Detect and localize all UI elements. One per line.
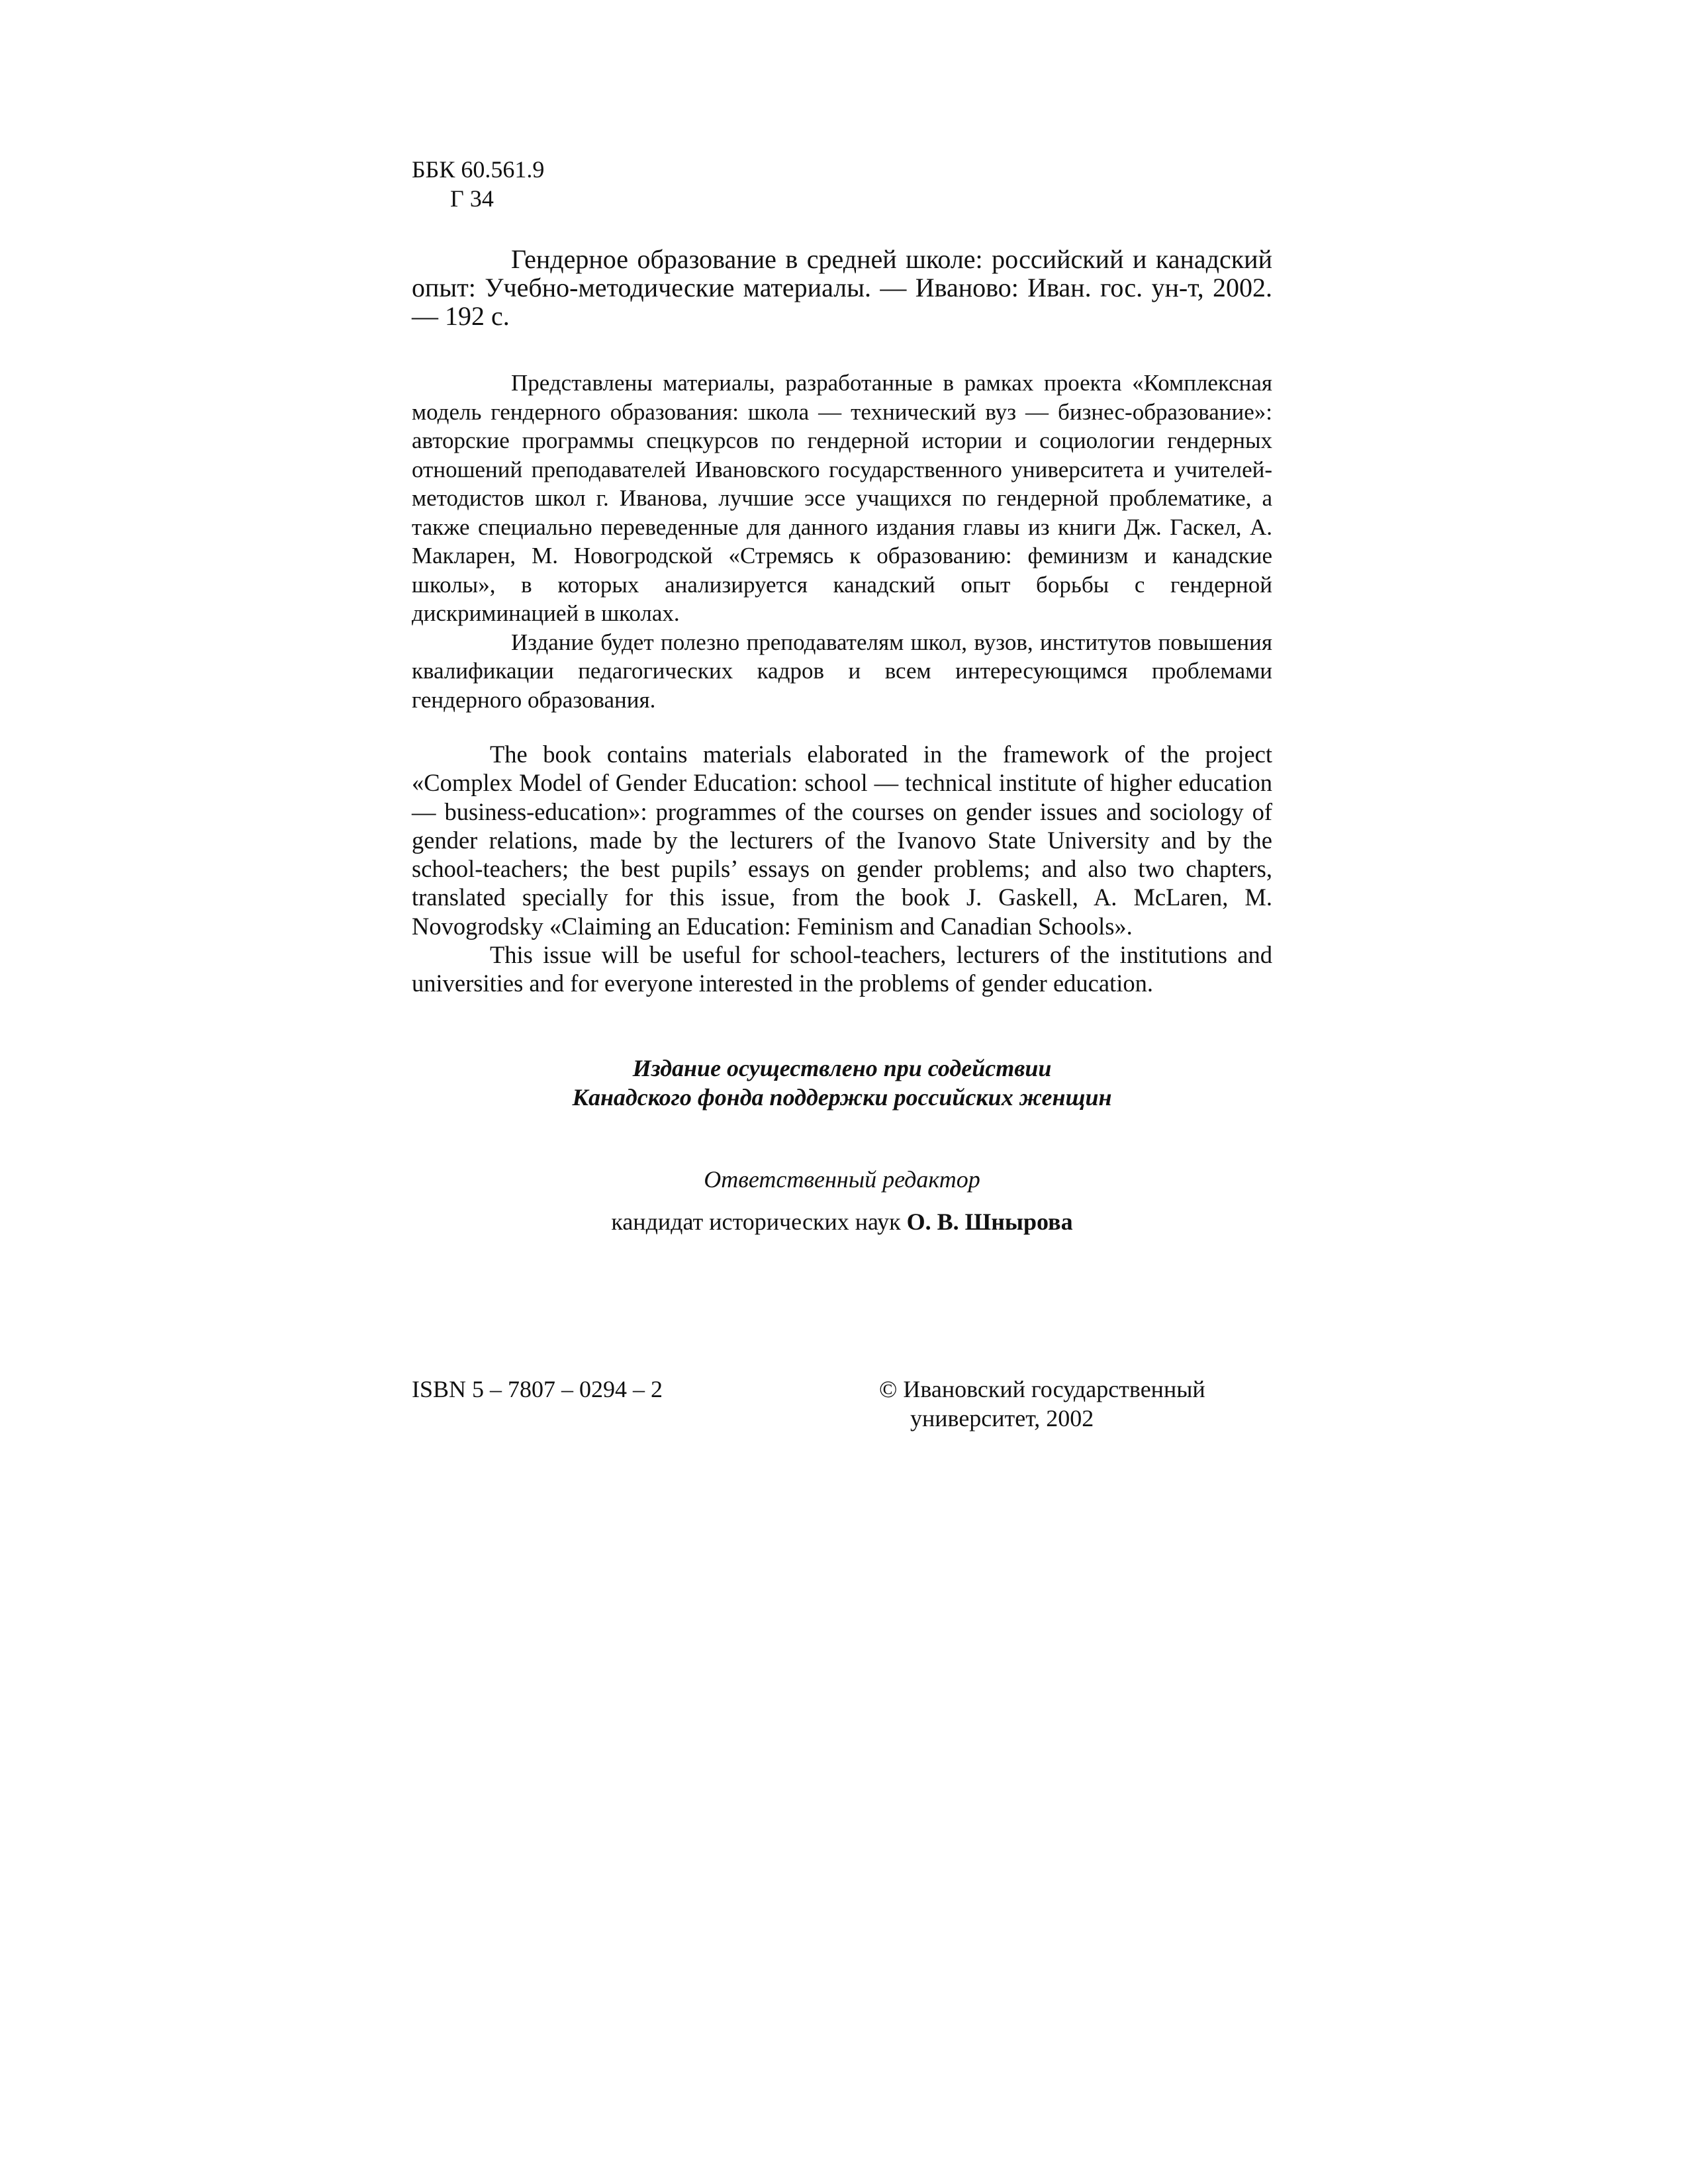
bbk-code: ББК 60.561.9: [412, 156, 545, 183]
bibliographic-description: Гендерное образование в средней школе: российский и канадский опыт: Учебно-методические материалы. — Иваново: Иван. гос. ун-т, 2002. — 192 с.: [412, 244, 1272, 331]
annotation-english: [412, 740, 1272, 998]
copyright-notice: [879, 1375, 1205, 1433]
support-note: [412, 1054, 1272, 1112]
author-mark: Г 34: [450, 185, 494, 212]
support-line-1: Издание осуществлено при содействии: [632, 1055, 1052, 1081]
annotation-en-paragraph-2: This issue will be useful for school-teachers, lecturers of the institutions and universities and for everyone interested in the problems of gender education.: [412, 941, 1272, 997]
support-line-2: Канадского фонда поддержки российских женщин: [572, 1084, 1112, 1111]
editor-name: О. В. Шнырова: [906, 1208, 1073, 1235]
editor-credit: [412, 1207, 1272, 1236]
annotation-russian: [412, 369, 1272, 714]
bbk-classification: [412, 155, 1272, 213]
editor-role: Ответственный редактор: [704, 1166, 980, 1193]
annotation-en-paragraph-1: The book contains materials elaborated in the framework of the project «Complex Model of Gender Education: school — technical institute of higher education — business-education»: programmes of the courses on gender issues and sociology of gender relations, made by the lecturers of the Ivanovo State University and by the school-teachers; the best pupils’ essays on gender problems; and also two chapters, translated specially for this issue, from the book J. Gaskell, A. McLaren, M. Novogrodsky «Claiming an Education: Feminism and Canadian Schools».: [412, 741, 1272, 940]
annotation-ru-paragraph-2: Издание будет полезно преподавателям школ, вузов, институтов повышения квалификации педагогических кадров и всем интересующимся проблемами гендерного образования.: [412, 629, 1272, 713]
copyright-line-1: © Ивановский государственный: [879, 1376, 1205, 1402]
copyright-line-2: университет, 2002: [910, 1405, 1094, 1432]
annotation-ru-paragraph-1: Представлены материалы, разработанные в рамках проекта «Комплексная модель гендерного образования: школа — технический вуз — бизнес-образование»: авторские программы спецкурсов по гендерной истории и социологии гендерных отношений преподавателей Ивановского государственного университета и учителей-методистов школ г. Иванова, лучшие эссе учащихся по гендерной проблематике, а также специально переведенные для данного издания главы из книги Дж. Гаскел, А. Макларен, М. Новогродской «Стремясь к образованию: феминизм и канадские школы», в которых анализируется канадский опыт борьбы с гендерной дискриминацией в школах.: [412, 370, 1272, 626]
isbn: ISBN 5 – 7807 – 0294 – 2: [412, 1376, 663, 1402]
editor-title: кандидат исторических наук: [611, 1208, 907, 1235]
